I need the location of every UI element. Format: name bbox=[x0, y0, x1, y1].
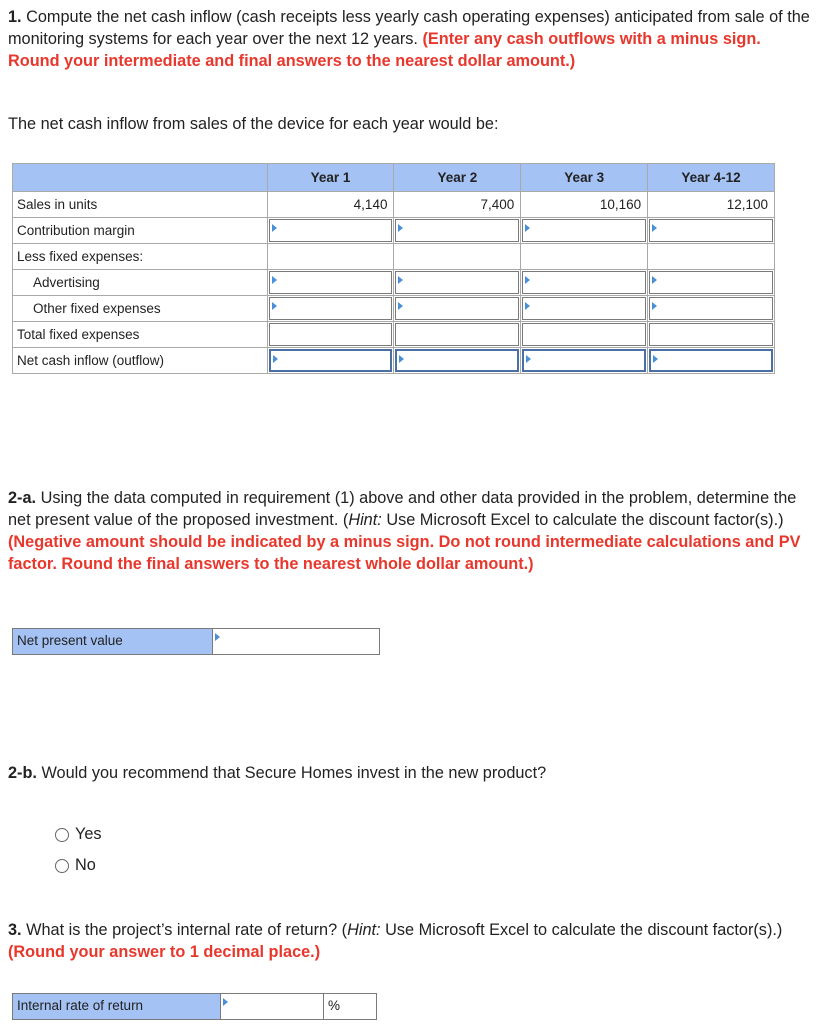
advertising-year-3-input[interactable] bbox=[522, 271, 646, 294]
irr-label: Internal rate of return bbox=[13, 994, 221, 1019]
radio-option-yes[interactable] bbox=[55, 825, 102, 844]
dropdown-marker-icon bbox=[398, 276, 403, 284]
question-2a-number: 2-a. bbox=[8, 489, 37, 507]
question-3-text bbox=[8, 919, 814, 963]
irr-row bbox=[12, 993, 377, 1020]
row-label: Advertising bbox=[13, 270, 268, 296]
question-3-hint-label: Hint: bbox=[347, 921, 381, 939]
dropdown-marker-icon bbox=[399, 355, 404, 363]
table-row-advertising bbox=[13, 270, 775, 296]
cell-value: 12,100 bbox=[648, 192, 775, 218]
other-fixed-year-1-input[interactable] bbox=[269, 297, 393, 320]
dropdown-marker-icon bbox=[525, 276, 530, 284]
total-fixed-year-2-input[interactable] bbox=[395, 323, 519, 346]
table-header-row bbox=[13, 164, 775, 192]
other-fixed-year-3-input[interactable] bbox=[522, 297, 646, 320]
dropdown-marker-icon bbox=[272, 276, 277, 284]
question-2b-text bbox=[8, 762, 814, 784]
dropdown-marker-icon bbox=[525, 224, 530, 232]
dropdown-marker-icon bbox=[526, 355, 531, 363]
question-1-instruction: (Enter any cash outflows with a minus sign. Round your intermediate and final answers to the nearest dollar amount.) bbox=[8, 30, 761, 70]
header-year-2: Year 2 bbox=[394, 164, 521, 192]
dropdown-marker-icon bbox=[272, 224, 277, 232]
cell-value: 7,400 bbox=[394, 192, 521, 218]
question-2b-number: 2-b. bbox=[8, 764, 37, 782]
total-fixed-year-3-input[interactable] bbox=[522, 323, 646, 346]
dropdown-marker-icon bbox=[653, 355, 658, 363]
header-year-3: Year 3 bbox=[521, 164, 648, 192]
question-1-body: Compute the net cash inflow (cash receipts less yearly cash operating expenses) anticipated from sale of the monitoring systems for each year over the next 12 years. bbox=[8, 8, 810, 48]
question-2a-hint-text: Use Microsoft Excel to calculate the discount factor(s).) bbox=[381, 511, 784, 529]
radio-circle-icon[interactable] bbox=[55, 828, 69, 842]
contribution-margin-year-1-input[interactable] bbox=[269, 219, 393, 242]
cell-value: 4,140 bbox=[267, 192, 394, 218]
contribution-margin-year-2-input[interactable] bbox=[395, 219, 519, 242]
header-blank bbox=[13, 164, 268, 192]
dropdown-marker-icon bbox=[525, 302, 530, 310]
question-1-text bbox=[8, 6, 814, 72]
header-year-1: Year 1 bbox=[267, 164, 394, 192]
question-2b-body: Would you recommend that Secure Homes invest in the new product? bbox=[36, 764, 547, 782]
contribution-margin-year-4-12-input[interactable] bbox=[649, 219, 773, 242]
net-cash-year-4-12-input[interactable] bbox=[649, 349, 773, 372]
table-row-contribution-margin bbox=[13, 218, 775, 244]
radio-option-no[interactable] bbox=[55, 856, 96, 875]
table-row-net-cash-inflow bbox=[13, 348, 775, 374]
total-fixed-year-1-input[interactable] bbox=[269, 323, 393, 346]
cash-inflow-table bbox=[12, 163, 775, 374]
empty-cell bbox=[648, 244, 775, 270]
question-3-number: 3. bbox=[8, 921, 22, 939]
dropdown-marker-icon bbox=[215, 633, 220, 641]
net-cash-year-1-input[interactable] bbox=[269, 349, 393, 372]
net-present-value-label: Net present value bbox=[13, 629, 213, 654]
empty-cell bbox=[521, 244, 648, 270]
other-fixed-year-4-12-input[interactable] bbox=[649, 297, 773, 320]
dropdown-marker-icon bbox=[652, 276, 657, 284]
question-2a-hint-label: Hint: bbox=[348, 511, 382, 529]
table-row-other-fixed-expenses bbox=[13, 296, 775, 322]
dropdown-marker-icon bbox=[398, 224, 403, 232]
row-label: Net cash inflow (outflow) bbox=[13, 348, 268, 374]
net-present-value-input[interactable] bbox=[213, 629, 379, 654]
dropdown-marker-icon bbox=[652, 302, 657, 310]
row-label: Other fixed expenses bbox=[13, 296, 268, 322]
advertising-year-1-input[interactable] bbox=[269, 271, 393, 294]
dropdown-marker-icon bbox=[223, 998, 228, 1006]
radio-label-no: No bbox=[75, 856, 96, 874]
question-3-hint-text: Use Microsoft Excel to calculate the discount factor(s).) bbox=[380, 921, 783, 939]
question-1-number: 1. bbox=[8, 8, 22, 26]
total-fixed-year-4-12-input[interactable] bbox=[649, 323, 773, 346]
dropdown-marker-icon bbox=[398, 302, 403, 310]
dropdown-marker-icon bbox=[652, 224, 657, 232]
net-cash-year-2-input[interactable] bbox=[395, 349, 519, 372]
irr-input[interactable] bbox=[221, 994, 323, 1019]
dropdown-marker-icon bbox=[272, 302, 277, 310]
irr-unit: % bbox=[323, 994, 376, 1019]
contribution-margin-year-3-input[interactable] bbox=[522, 219, 646, 242]
advertising-year-2-input[interactable] bbox=[395, 271, 519, 294]
header-year-4-12: Year 4-12 bbox=[648, 164, 775, 192]
table-row-sales bbox=[13, 192, 775, 218]
question-3-instruction: (Round your answer to 1 decimal place.) bbox=[8, 943, 321, 961]
radio-circle-icon[interactable] bbox=[55, 859, 69, 873]
other-fixed-year-2-input[interactable] bbox=[395, 297, 519, 320]
table-intro: The net cash inflow from sales of the device for each year would be: bbox=[8, 115, 499, 133]
row-label: Total fixed expenses bbox=[13, 322, 268, 348]
question-3-body: What is the project’s internal rate of return? ( bbox=[21, 921, 348, 939]
radio-label-yes: Yes bbox=[75, 825, 102, 843]
row-label: Less fixed expenses: bbox=[13, 244, 268, 270]
table-row-less-fixed-expenses bbox=[13, 244, 775, 270]
net-present-value-row bbox=[12, 628, 380, 655]
question-2a-text bbox=[8, 487, 814, 575]
net-cash-year-3-input[interactable] bbox=[522, 349, 646, 372]
question-2a-body: Using the data computed in requirement (1) above and other data provided in the problem, determine the net present value of the proposed investment. ( bbox=[8, 489, 797, 529]
empty-cell bbox=[394, 244, 521, 270]
table-row-total-fixed-expenses bbox=[13, 322, 775, 348]
empty-cell bbox=[267, 244, 394, 270]
advertising-year-4-12-input[interactable] bbox=[649, 271, 773, 294]
question-2a-instruction: (Negative amount should be indicated by a minus sign. Do not round intermediate calculations and PV factor. Round the final answers to the nearest whole dollar amount.) bbox=[8, 533, 801, 573]
row-label: Sales in units bbox=[13, 192, 268, 218]
cell-value: 10,160 bbox=[521, 192, 648, 218]
dropdown-marker-icon bbox=[273, 355, 278, 363]
row-label: Contribution margin bbox=[13, 218, 268, 244]
